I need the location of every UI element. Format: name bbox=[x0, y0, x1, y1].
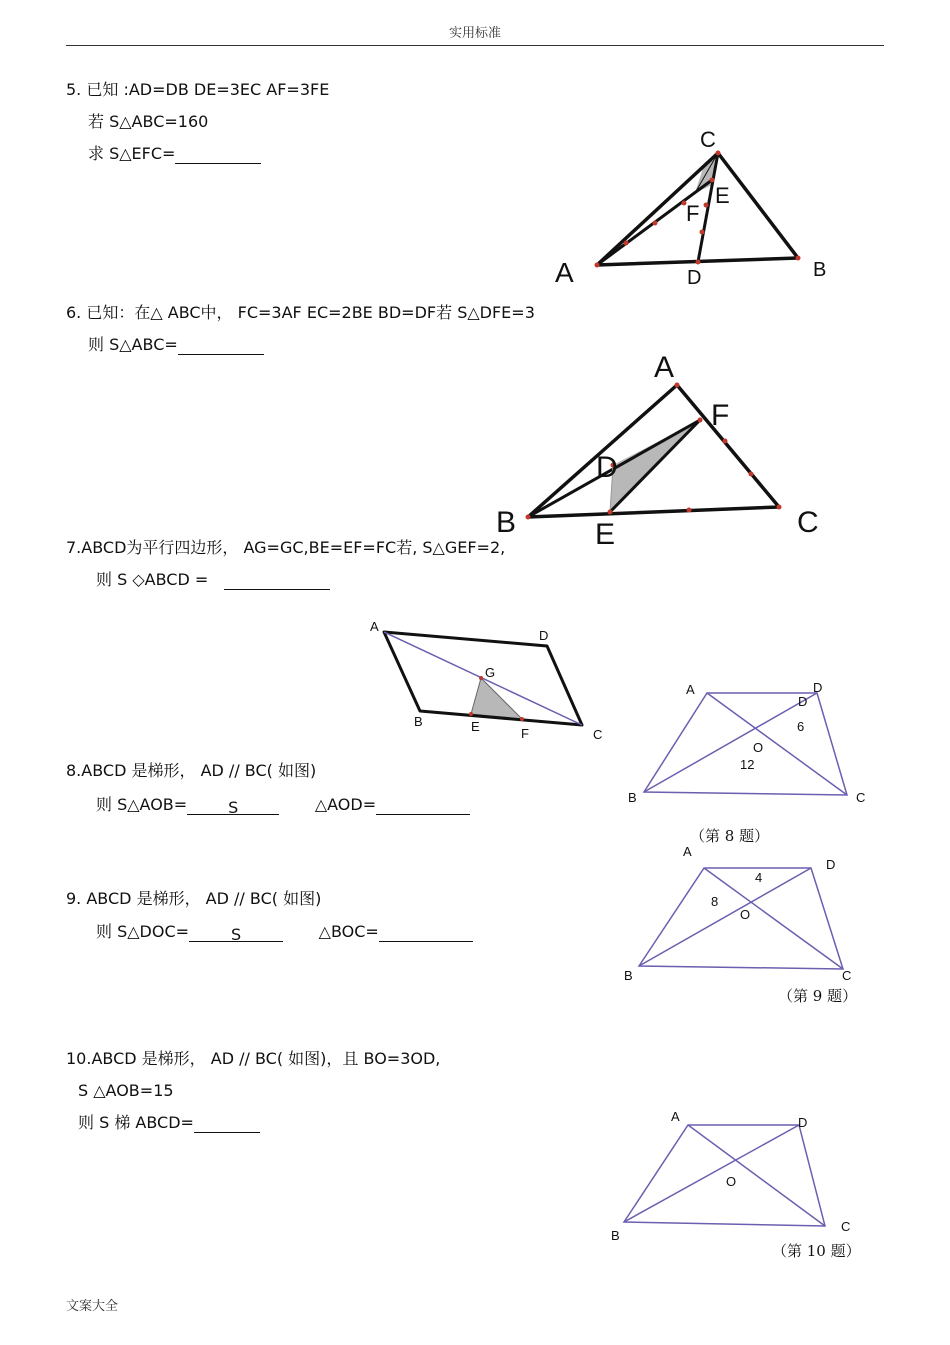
q8-label-c: C bbox=[856, 790, 866, 805]
q8-question-text-3: △AOD= bbox=[314, 795, 377, 814]
q10-question-text: 则 S 梯 ABCD= bbox=[78, 1113, 194, 1132]
q8-caption: （第 8 题） bbox=[690, 827, 770, 845]
q8-question-text-2: S bbox=[228, 798, 239, 817]
q10-diagonal-bd bbox=[624, 1125, 799, 1222]
q8-question-text-1: 则 S△AOB= bbox=[96, 795, 188, 814]
q5-label-b: B bbox=[813, 259, 827, 281]
q8-given: 8.ABCD 是梯形， AD // BC( 如图) bbox=[66, 761, 317, 780]
figure-q10 bbox=[624, 1125, 825, 1226]
q10-label-c: C bbox=[841, 1219, 851, 1234]
q10-label-a: A bbox=[671, 1109, 680, 1124]
q9-question-text-1: 则 S△DOC= bbox=[96, 922, 190, 941]
q9-label-a: A bbox=[683, 844, 692, 859]
q7-label-e: E bbox=[471, 719, 480, 734]
q7-given: 7.ABCD为平行四边形， AG=GC,BE=EF=FC若, S△GEF=2, bbox=[66, 538, 506, 557]
q7-label-g: G bbox=[485, 665, 496, 680]
q5-label-f: F bbox=[686, 201, 700, 226]
q5-label-d: D bbox=[687, 267, 702, 289]
q5-label-e: E bbox=[715, 183, 730, 208]
q5-label-a: A bbox=[555, 257, 574, 288]
q6-label-e: E bbox=[595, 518, 616, 551]
q6-question-text: 则 S△ABC= bbox=[88, 335, 178, 354]
q9-question-text-3: △BOC= bbox=[318, 922, 379, 941]
q10-trapezoid-abcd bbox=[624, 1125, 825, 1226]
q8-label-d-duplicate: D bbox=[798, 694, 808, 709]
q10-label-b: B bbox=[611, 1228, 620, 1243]
q8-label-d: D bbox=[813, 680, 823, 695]
q7-label-d: D bbox=[539, 628, 549, 643]
q8-trapezoid-abcd bbox=[644, 693, 847, 795]
q9-label-d: D bbox=[826, 857, 836, 872]
q7-question-text: 则 S ◇ABCD = bbox=[96, 570, 209, 589]
q9-label-o: O bbox=[740, 907, 751, 922]
q9-diagonal-ac bbox=[704, 868, 843, 969]
figure-q7 bbox=[370, 619, 602, 742]
q8-label-o: O bbox=[753, 740, 764, 755]
page-header: 实用标准 bbox=[448, 26, 501, 41]
q5-given: 5. 已知 :AD=DB DE=3EC AF=3FE bbox=[66, 80, 330, 99]
q6-label-b: B bbox=[496, 506, 517, 539]
q6-label-c: C bbox=[797, 506, 819, 539]
q9-area-label-4: 4 bbox=[755, 870, 763, 885]
q8-label-a: A bbox=[686, 682, 695, 697]
q9-question-text-2: S bbox=[230, 925, 242, 944]
q7-label-c: C bbox=[593, 727, 603, 742]
q7-label-b: B bbox=[414, 714, 423, 729]
q9-label-c: C bbox=[842, 968, 852, 983]
q6-label-f: F bbox=[711, 399, 730, 432]
q7-label-f: F bbox=[521, 726, 529, 741]
figure-q6 bbox=[496, 351, 819, 551]
q8-diagonal-bd bbox=[644, 693, 817, 792]
q5-condition: 若 S△ABC=160 bbox=[88, 112, 209, 131]
q10-given: 10.ABCD 是梯形， AD // BC( 如图)，且 BO=3OD, bbox=[66, 1049, 441, 1068]
q8-area-label-12: 12 bbox=[740, 757, 755, 772]
q5-label-c: C bbox=[700, 127, 716, 152]
q9-label-b: B bbox=[624, 968, 633, 983]
q5-question-text: 求 S△EFC= bbox=[88, 144, 176, 163]
figure-q5 bbox=[555, 127, 826, 289]
q10-label-o: O bbox=[726, 1174, 737, 1189]
q10-condition: S △AOB=15 bbox=[78, 1081, 174, 1100]
q9-caption: （第 9 题） bbox=[778, 987, 858, 1005]
figure-q8 bbox=[644, 693, 847, 795]
q6-label-a: A bbox=[654, 351, 675, 384]
q10-caption: （第 10 题） bbox=[772, 1242, 861, 1260]
q6-label-d: D bbox=[596, 451, 618, 484]
q9-given: 9. ABCD 是梯形， AD // BC( 如图) bbox=[66, 889, 322, 908]
q8-area-label-6: 6 bbox=[797, 719, 805, 734]
q7-label-a: A bbox=[370, 619, 379, 634]
q6-given: 6. 已知：在△ ABC中， FC=3AF EC=2BE BD=DF若 S△DFE=3 bbox=[66, 303, 535, 322]
page-footer: 文案大全 bbox=[66, 1299, 119, 1314]
q10-label-d: D bbox=[798, 1115, 808, 1130]
q8-label-b: B bbox=[628, 790, 637, 805]
q9-area-label-8: 8 bbox=[711, 894, 719, 909]
